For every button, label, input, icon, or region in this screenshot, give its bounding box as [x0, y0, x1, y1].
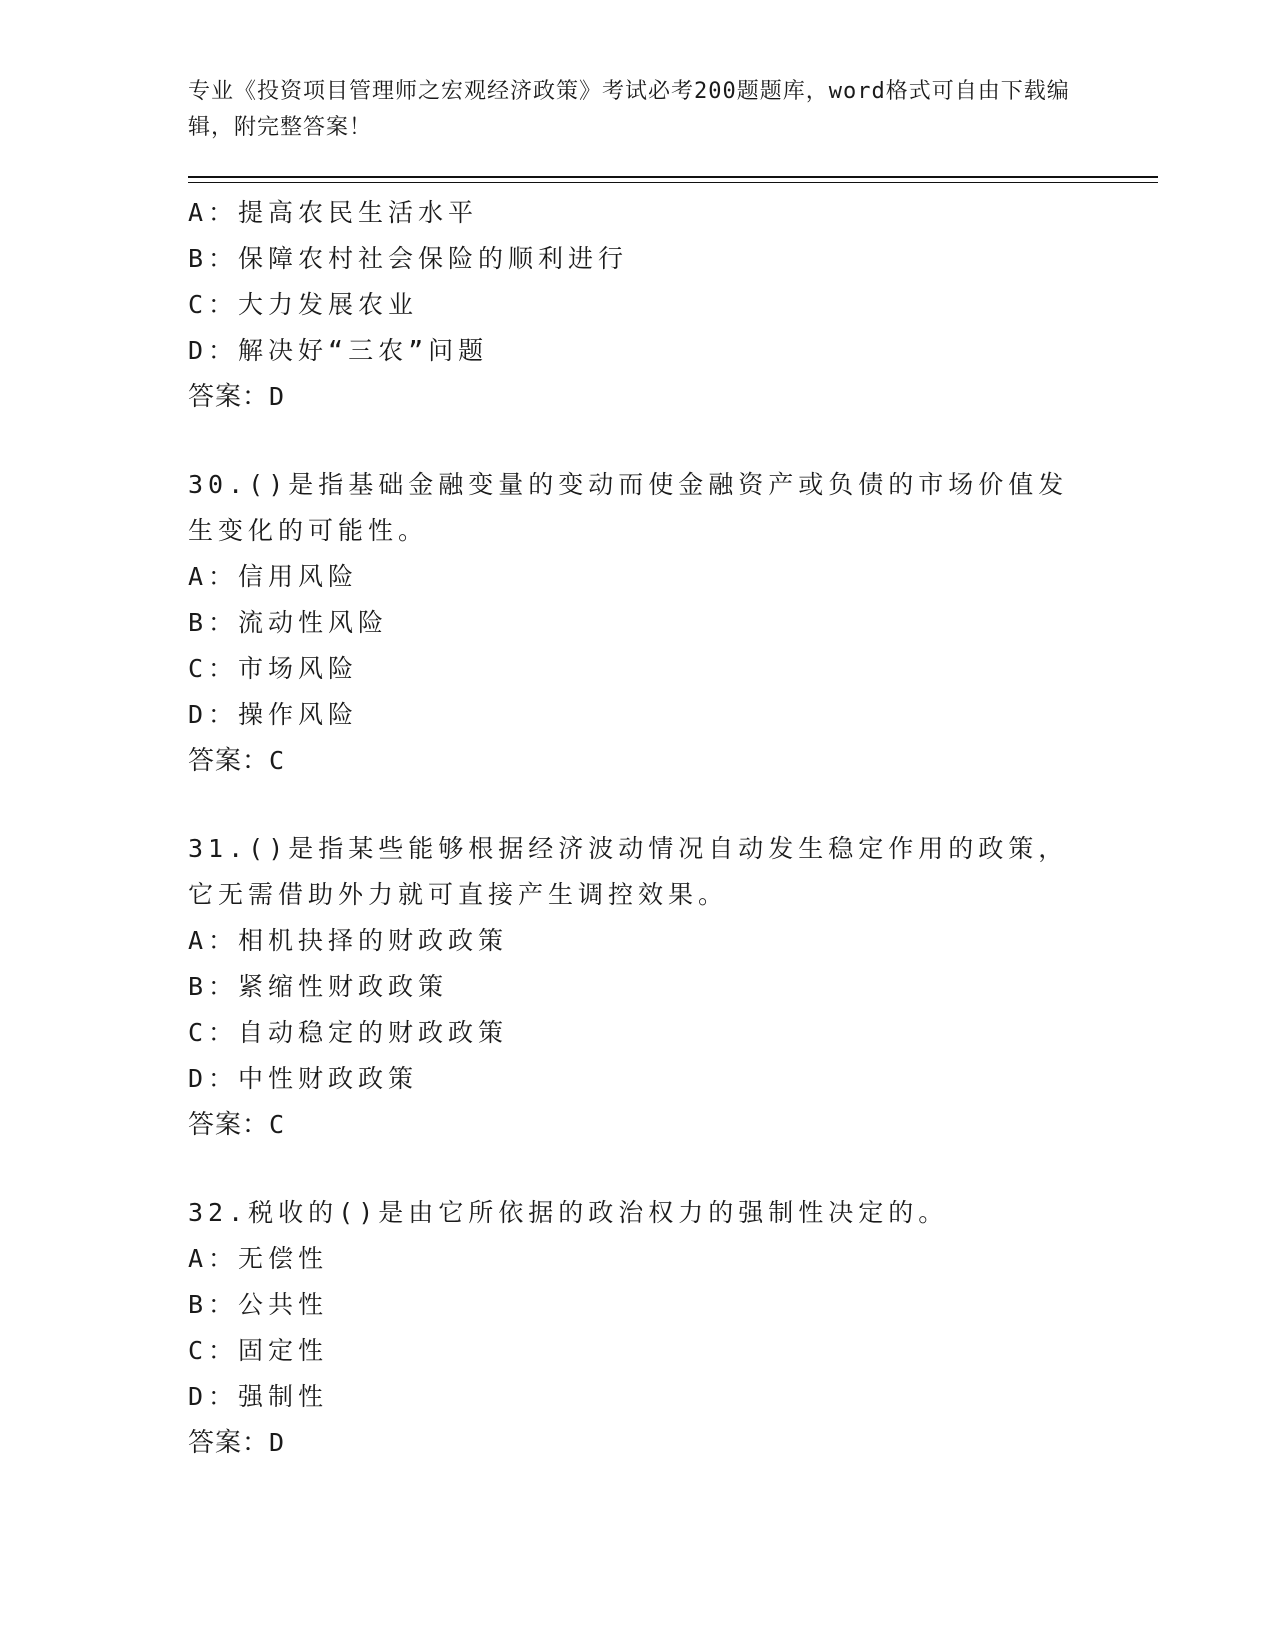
option-c: C：固定性: [188, 1336, 329, 1365]
question-block: [188, 826, 1088, 1148]
document-header: 专业《投资项目管理师之宏观经济政策》考试必考200题题库，word格式可自由下载编辑，附完整答案！: [188, 79, 1070, 140]
answer-line: [188, 374, 1088, 420]
option-d: D：解决好“三农”问题: [188, 336, 489, 365]
option-a: A：提高农民生活水平: [188, 198, 479, 227]
question-block: [188, 190, 1088, 420]
option-a: A：无偿性: [188, 1244, 329, 1273]
question-block: [188, 1190, 1088, 1466]
option-c: C：自动稳定的财政政策: [188, 1018, 509, 1047]
answer-label: 答案：: [188, 1110, 270, 1140]
question-text: 31.()是指某些能够根据经济波动情况自动发生稳定作用的政策，它无需借助外力就可直接产生调控效果。: [188, 834, 1069, 909]
option-d: D：操作风险: [188, 700, 359, 729]
answer-line: [188, 738, 1088, 784]
answer-label: 答案：: [188, 382, 270, 412]
answer-line: [188, 1102, 1088, 1148]
answer-value: C: [269, 1110, 286, 1139]
question-block: [188, 462, 1088, 784]
header-divider-thin: [188, 182, 1158, 183]
option-d: D：强制性: [188, 1382, 329, 1411]
option-b: B：公共性: [188, 1290, 329, 1319]
question-text: 32.税收的()是由它所依据的政治权力的强制性决定的。: [188, 1198, 949, 1227]
question-list: [188, 190, 1088, 1466]
answer-label: 答案：: [188, 746, 270, 776]
option-b: B：紧缩性财政政策: [188, 972, 449, 1001]
answer-line: [188, 1420, 1088, 1466]
answer-value: C: [269, 746, 286, 775]
option-b: B：流动性风险: [188, 608, 389, 637]
option-a: A：信用风险: [188, 562, 359, 591]
answer-label: 答案：: [188, 1428, 270, 1458]
option-d: D：中性财政政策: [188, 1064, 419, 1093]
question-text: 30.()是指基础金融变量的变动而使金融资产或负债的市场价值发生变化的可能性。: [188, 470, 1069, 545]
answer-value: D: [269, 1428, 286, 1457]
option-c: C：市场风险: [188, 654, 359, 683]
answer-value: D: [269, 382, 286, 411]
option-b: B：保障农村社会保险的顺利进行: [188, 244, 629, 273]
option-a: A：相机抉择的财政政策: [188, 926, 509, 955]
option-c: C：大力发展农业: [188, 290, 419, 319]
header-divider: [188, 176, 1158, 178]
